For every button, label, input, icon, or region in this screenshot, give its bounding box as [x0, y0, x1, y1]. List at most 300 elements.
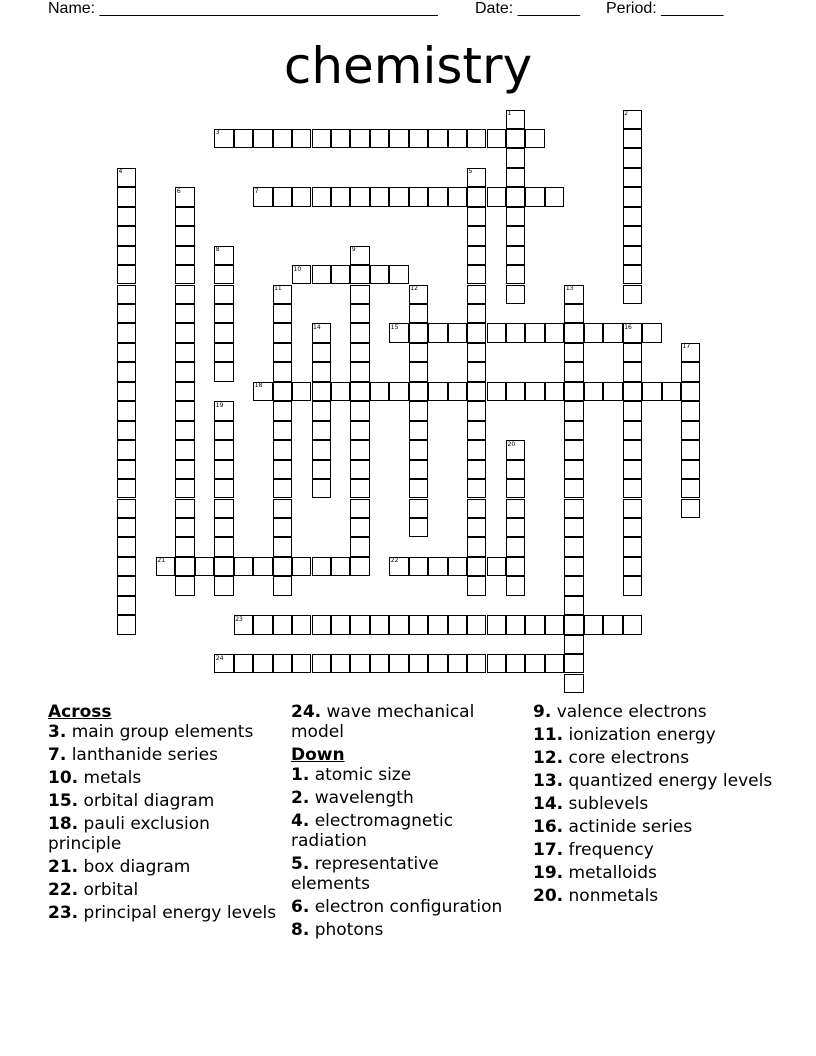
grid-cell[interactable]	[409, 499, 428, 518]
grid-cell[interactable]	[409, 557, 428, 576]
name-field[interactable]: Name: ______________________________________	[48, 0, 438, 17]
grid-cell[interactable]	[623, 207, 642, 226]
grid-cell[interactable]	[564, 674, 583, 693]
grid-cell[interactable]	[312, 265, 331, 284]
grid-cell[interactable]	[214, 576, 233, 595]
grid-cell[interactable]	[312, 382, 331, 401]
grid-cell[interactable]	[117, 596, 136, 615]
grid-cell[interactable]	[117, 518, 136, 537]
grid-cell[interactable]	[350, 285, 369, 304]
grid-cell[interactable]	[623, 246, 642, 265]
grid-cell[interactable]	[350, 129, 369, 148]
grid-cell[interactable]	[487, 557, 506, 576]
grid-cell[interactable]	[350, 304, 369, 323]
grid-cell[interactable]	[273, 401, 292, 420]
grid-cell[interactable]	[312, 440, 331, 459]
grid-cell[interactable]	[623, 265, 642, 284]
grid-cell[interactable]	[545, 323, 564, 342]
grid-cell[interactable]	[117, 382, 136, 401]
grid-cell[interactable]	[467, 304, 486, 323]
grid-cell[interactable]	[623, 129, 642, 148]
grid-cell[interactable]	[214, 285, 233, 304]
grid-cell[interactable]	[564, 304, 583, 323]
grid-cell[interactable]	[506, 168, 525, 187]
grid-cell[interactable]	[487, 615, 506, 634]
grid-cell[interactable]	[273, 129, 292, 148]
grid-cell[interactable]	[409, 518, 428, 537]
grid-cell[interactable]	[175, 382, 194, 401]
grid-cell[interactable]	[467, 460, 486, 479]
grid-cell[interactable]	[273, 615, 292, 634]
grid-cell[interactable]	[506, 479, 525, 498]
grid-cell[interactable]	[409, 421, 428, 440]
grid-cell[interactable]	[564, 343, 583, 362]
grid-cell[interactable]	[117, 304, 136, 323]
grid-cell[interactable]	[331, 187, 350, 206]
grid-cell[interactable]	[117, 479, 136, 498]
grid-cell[interactable]	[214, 537, 233, 556]
grid-cell[interactable]	[564, 596, 583, 615]
grid-cell[interactable]	[389, 265, 408, 284]
grid-cell[interactable]	[409, 654, 428, 673]
grid-cell[interactable]	[623, 440, 642, 459]
grid-cell[interactable]	[117, 537, 136, 556]
grid-cell[interactable]	[467, 226, 486, 245]
grid-cell[interactable]	[584, 382, 603, 401]
grid-cell[interactable]	[428, 557, 447, 576]
grid-cell[interactable]	[409, 362, 428, 381]
grid-cell[interactable]	[175, 460, 194, 479]
grid-cell[interactable]	[409, 382, 428, 401]
grid-cell[interactable]	[428, 382, 447, 401]
grid-cell[interactable]	[370, 187, 389, 206]
grid-cell[interactable]	[195, 557, 214, 576]
grid-cell[interactable]	[623, 168, 642, 187]
grid-cell[interactable]	[506, 382, 525, 401]
grid-cell[interactable]	[273, 576, 292, 595]
grid-cell[interactable]	[175, 343, 194, 362]
grid-cell[interactable]	[525, 187, 544, 206]
grid-cell[interactable]	[175, 285, 194, 304]
grid-cell[interactable]	[603, 323, 622, 342]
grid-cell[interactable]	[273, 499, 292, 518]
grid-cell[interactable]	[331, 615, 350, 634]
grid-cell[interactable]	[564, 537, 583, 556]
grid-cell[interactable]	[117, 440, 136, 459]
grid-cell[interactable]	[253, 557, 272, 576]
grid-cell[interactable]	[350, 615, 369, 634]
grid-cell[interactable]	[273, 460, 292, 479]
grid-cell[interactable]	[564, 557, 583, 576]
grid-cell[interactable]	[564, 323, 583, 342]
grid-cell[interactable]	[467, 576, 486, 595]
grid-cell[interactable]	[117, 499, 136, 518]
grid-cell[interactable]	[428, 654, 447, 673]
grid-cell[interactable]	[564, 362, 583, 381]
grid-cell[interactable]	[525, 323, 544, 342]
grid-cell[interactable]	[623, 343, 642, 362]
grid-cell[interactable]	[564, 615, 583, 634]
grid-cell[interactable]	[350, 440, 369, 459]
grid-cell[interactable]	[214, 323, 233, 342]
grid-cell[interactable]	[273, 654, 292, 673]
grid-cell[interactable]	[409, 440, 428, 459]
grid-cell[interactable]	[564, 440, 583, 459]
grid-cell[interactable]	[681, 401, 700, 420]
grid-cell[interactable]	[545, 654, 564, 673]
grid-cell[interactable]	[350, 518, 369, 537]
grid-cell[interactable]	[467, 421, 486, 440]
date-field[interactable]: Date: _______	[475, 0, 580, 17]
grid-cell[interactable]	[409, 343, 428, 362]
grid-cell[interactable]	[525, 654, 544, 673]
grid-cell[interactable]	[506, 518, 525, 537]
grid-cell[interactable]	[175, 576, 194, 595]
grid-cell[interactable]	[623, 382, 642, 401]
grid-cell[interactable]	[467, 207, 486, 226]
grid-cell[interactable]	[175, 557, 194, 576]
grid-cell[interactable]	[312, 615, 331, 634]
grid-cell[interactable]	[175, 440, 194, 459]
grid-cell[interactable]	[370, 615, 389, 634]
grid-cell[interactable]	[623, 226, 642, 245]
grid-cell[interactable]	[681, 460, 700, 479]
grid-cell[interactable]	[623, 615, 642, 634]
grid-cell[interactable]	[623, 401, 642, 420]
grid-cell[interactable]	[273, 362, 292, 381]
grid-cell[interactable]	[350, 187, 369, 206]
grid-cell[interactable]	[467, 285, 486, 304]
grid-cell[interactable]	[623, 576, 642, 595]
grid-cell[interactable]	[350, 382, 369, 401]
grid-cell[interactable]	[525, 615, 544, 634]
grid-cell[interactable]	[214, 499, 233, 518]
grid-cell[interactable]	[623, 537, 642, 556]
grid-cell[interactable]	[350, 499, 369, 518]
grid-cell[interactable]	[564, 479, 583, 498]
grid-cell[interactable]	[370, 265, 389, 284]
grid-cell[interactable]	[545, 615, 564, 634]
grid-cell[interactable]	[409, 479, 428, 498]
grid-cell[interactable]	[642, 323, 661, 342]
grid-cell[interactable]	[214, 518, 233, 537]
grid-cell[interactable]	[253, 615, 272, 634]
grid-cell[interactable]	[370, 129, 389, 148]
grid-cell[interactable]	[564, 421, 583, 440]
grid-cell[interactable]	[312, 362, 331, 381]
grid-cell[interactable]	[292, 557, 311, 576]
grid-cell[interactable]	[623, 187, 642, 206]
grid-cell[interactable]	[350, 654, 369, 673]
grid-cell[interactable]	[409, 304, 428, 323]
grid-cell[interactable]	[389, 129, 408, 148]
grid-cell[interactable]	[506, 323, 525, 342]
grid-cell[interactable]	[370, 654, 389, 673]
grid-cell[interactable]	[506, 557, 525, 576]
grid-cell[interactable]	[487, 654, 506, 673]
grid-cell[interactable]	[350, 362, 369, 381]
grid-cell[interactable]	[448, 129, 467, 148]
grid-cell[interactable]	[623, 518, 642, 537]
grid-cell[interactable]	[467, 401, 486, 420]
grid-cell[interactable]	[273, 537, 292, 556]
grid-cell[interactable]	[175, 265, 194, 284]
grid-cell[interactable]	[389, 654, 408, 673]
grid-cell[interactable]	[273, 421, 292, 440]
grid-cell[interactable]	[117, 285, 136, 304]
grid-cell[interactable]	[214, 343, 233, 362]
grid-cell[interactable]	[428, 129, 447, 148]
grid-cell[interactable]	[409, 323, 428, 342]
grid-cell[interactable]	[117, 401, 136, 420]
grid-cell[interactable]	[292, 615, 311, 634]
grid-cell[interactable]	[564, 499, 583, 518]
grid-cell[interactable]	[506, 460, 525, 479]
grid-cell[interactable]	[331, 557, 350, 576]
grid-cell[interactable]	[506, 129, 525, 148]
grid-cell[interactable]	[350, 460, 369, 479]
grid-cell[interactable]	[117, 421, 136, 440]
grid-cell[interactable]	[292, 654, 311, 673]
grid-cell[interactable]	[662, 382, 681, 401]
grid-cell[interactable]	[117, 207, 136, 226]
grid-cell[interactable]	[331, 654, 350, 673]
grid-cell[interactable]	[623, 479, 642, 498]
grid-cell[interactable]	[467, 382, 486, 401]
grid-cell[interactable]	[312, 421, 331, 440]
grid-cell[interactable]	[681, 382, 700, 401]
grid-cell[interactable]	[623, 421, 642, 440]
grid-cell[interactable]	[506, 615, 525, 634]
grid-cell[interactable]	[370, 382, 389, 401]
grid-cell[interactable]	[214, 421, 233, 440]
grid-cell[interactable]	[545, 382, 564, 401]
grid-cell[interactable]	[506, 285, 525, 304]
grid-cell[interactable]	[428, 323, 447, 342]
grid-cell[interactable]	[117, 323, 136, 342]
grid-cell[interactable]	[214, 557, 233, 576]
grid-cell[interactable]	[506, 499, 525, 518]
grid-cell[interactable]	[564, 654, 583, 673]
grid-cell[interactable]	[175, 362, 194, 381]
grid-cell[interactable]	[175, 401, 194, 420]
grid-cell[interactable]	[312, 343, 331, 362]
grid-cell[interactable]	[312, 129, 331, 148]
grid-cell[interactable]	[681, 362, 700, 381]
grid-cell[interactable]	[448, 557, 467, 576]
grid-cell[interactable]	[623, 362, 642, 381]
grid-cell[interactable]	[506, 207, 525, 226]
grid-cell[interactable]	[312, 654, 331, 673]
grid-cell[interactable]	[467, 246, 486, 265]
grid-cell[interactable]	[175, 479, 194, 498]
grid-cell[interactable]	[234, 557, 253, 576]
grid-cell[interactable]	[564, 518, 583, 537]
grid-cell[interactable]	[681, 499, 700, 518]
grid-cell[interactable]	[681, 421, 700, 440]
grid-cell[interactable]	[506, 654, 525, 673]
grid-cell[interactable]	[312, 557, 331, 576]
grid-cell[interactable]	[273, 440, 292, 459]
grid-cell[interactable]	[312, 460, 331, 479]
grid-cell[interactable]	[389, 615, 408, 634]
grid-cell[interactable]	[273, 304, 292, 323]
grid-cell[interactable]	[506, 226, 525, 245]
grid-cell[interactable]	[564, 382, 583, 401]
grid-cell[interactable]	[214, 460, 233, 479]
grid-cell[interactable]	[487, 187, 506, 206]
grid-cell[interactable]	[409, 187, 428, 206]
grid-cell[interactable]	[175, 304, 194, 323]
grid-cell[interactable]	[409, 615, 428, 634]
grid-cell[interactable]	[467, 499, 486, 518]
grid-cell[interactable]	[506, 187, 525, 206]
grid-cell[interactable]	[467, 343, 486, 362]
grid-cell[interactable]	[117, 246, 136, 265]
grid-cell[interactable]	[467, 187, 486, 206]
grid-cell[interactable]	[448, 615, 467, 634]
grid-cell[interactable]	[428, 187, 447, 206]
grid-cell[interactable]	[545, 187, 564, 206]
grid-cell[interactable]	[467, 362, 486, 381]
grid-cell[interactable]	[623, 285, 642, 304]
grid-cell[interactable]	[175, 421, 194, 440]
grid-cell[interactable]	[467, 615, 486, 634]
grid-cell[interactable]	[409, 129, 428, 148]
grid-cell[interactable]	[467, 654, 486, 673]
grid-cell[interactable]	[681, 479, 700, 498]
grid-cell[interactable]	[214, 440, 233, 459]
grid-cell[interactable]	[117, 460, 136, 479]
grid-cell[interactable]	[117, 226, 136, 245]
grid-cell[interactable]	[623, 148, 642, 167]
period-field[interactable]: Period: _______	[606, 0, 724, 17]
grid-cell[interactable]	[234, 129, 253, 148]
grid-cell[interactable]	[331, 129, 350, 148]
grid-cell[interactable]	[603, 615, 622, 634]
grid-cell[interactable]	[273, 343, 292, 362]
grid-cell[interactable]	[253, 654, 272, 673]
grid-cell[interactable]	[409, 401, 428, 420]
grid-cell[interactable]	[409, 460, 428, 479]
grid-cell[interactable]	[467, 537, 486, 556]
grid-cell[interactable]	[273, 323, 292, 342]
grid-cell[interactable]	[214, 362, 233, 381]
grid-cell[interactable]	[214, 265, 233, 284]
grid-cell[interactable]	[273, 557, 292, 576]
grid-cell[interactable]	[350, 323, 369, 342]
grid-cell[interactable]	[467, 265, 486, 284]
grid-cell[interactable]	[350, 557, 369, 576]
grid-cell[interactable]	[214, 304, 233, 323]
grid-cell[interactable]	[234, 654, 253, 673]
grid-cell[interactable]	[350, 479, 369, 498]
grid-cell[interactable]	[175, 246, 194, 265]
grid-cell[interactable]	[312, 479, 331, 498]
grid-cell[interactable]	[350, 537, 369, 556]
grid-cell[interactable]	[175, 323, 194, 342]
grid-cell[interactable]	[117, 557, 136, 576]
grid-cell[interactable]	[467, 479, 486, 498]
grid-cell[interactable]	[564, 635, 583, 654]
grid-cell[interactable]	[467, 440, 486, 459]
grid-cell[interactable]	[467, 518, 486, 537]
grid-cell[interactable]	[564, 401, 583, 420]
grid-cell[interactable]	[564, 460, 583, 479]
grid-cell[interactable]	[273, 518, 292, 537]
grid-cell[interactable]	[448, 654, 467, 673]
grid-cell[interactable]	[389, 187, 408, 206]
grid-cell[interactable]	[175, 499, 194, 518]
grid-cell[interactable]	[175, 226, 194, 245]
grid-cell[interactable]	[292, 382, 311, 401]
grid-cell[interactable]	[350, 421, 369, 440]
grid-cell[interactable]	[448, 382, 467, 401]
grid-cell[interactable]	[312, 401, 331, 420]
grid-cell[interactable]	[564, 576, 583, 595]
grid-cell[interactable]	[584, 323, 603, 342]
grid-cell[interactable]	[273, 479, 292, 498]
grid-cell[interactable]	[448, 187, 467, 206]
grid-cell[interactable]	[506, 537, 525, 556]
grid-cell[interactable]	[350, 401, 369, 420]
grid-cell[interactable]	[350, 265, 369, 284]
grid-cell[interactable]	[175, 207, 194, 226]
grid-cell[interactable]	[428, 615, 447, 634]
grid-cell[interactable]	[506, 148, 525, 167]
grid-cell[interactable]	[448, 323, 467, 342]
grid-cell[interactable]	[389, 382, 408, 401]
grid-cell[interactable]	[117, 362, 136, 381]
grid-cell[interactable]	[623, 499, 642, 518]
grid-cell[interactable]	[175, 518, 194, 537]
grid-cell[interactable]	[467, 557, 486, 576]
grid-cell[interactable]	[350, 343, 369, 362]
grid-cell[interactable]	[331, 382, 350, 401]
grid-cell[interactable]	[331, 265, 350, 284]
grid-cell[interactable]	[175, 537, 194, 556]
grid-cell[interactable]	[487, 323, 506, 342]
grid-cell[interactable]	[273, 382, 292, 401]
grid-cell[interactable]	[506, 576, 525, 595]
grid-cell[interactable]	[273, 187, 292, 206]
grid-cell[interactable]	[525, 129, 544, 148]
grid-cell[interactable]	[292, 129, 311, 148]
grid-cell[interactable]	[603, 382, 622, 401]
grid-cell[interactable]	[487, 129, 506, 148]
grid-cell[interactable]	[623, 557, 642, 576]
grid-cell[interactable]	[487, 382, 506, 401]
grid-cell[interactable]	[506, 246, 525, 265]
grid-cell[interactable]	[312, 187, 331, 206]
grid-cell[interactable]	[214, 479, 233, 498]
grid-cell[interactable]	[525, 382, 544, 401]
grid-cell[interactable]	[681, 440, 700, 459]
grid-cell[interactable]	[467, 129, 486, 148]
grid-cell[interactable]	[623, 460, 642, 479]
grid-cell[interactable]	[253, 129, 272, 148]
grid-cell[interactable]	[117, 615, 136, 634]
grid-cell[interactable]	[292, 187, 311, 206]
grid-cell[interactable]	[584, 615, 603, 634]
grid-cell[interactable]	[117, 265, 136, 284]
grid-cell[interactable]	[506, 265, 525, 284]
grid-cell[interactable]	[117, 576, 136, 595]
grid-cell[interactable]	[117, 343, 136, 362]
grid-cell[interactable]	[642, 382, 661, 401]
grid-cell[interactable]	[117, 187, 136, 206]
grid-cell[interactable]	[467, 323, 486, 342]
